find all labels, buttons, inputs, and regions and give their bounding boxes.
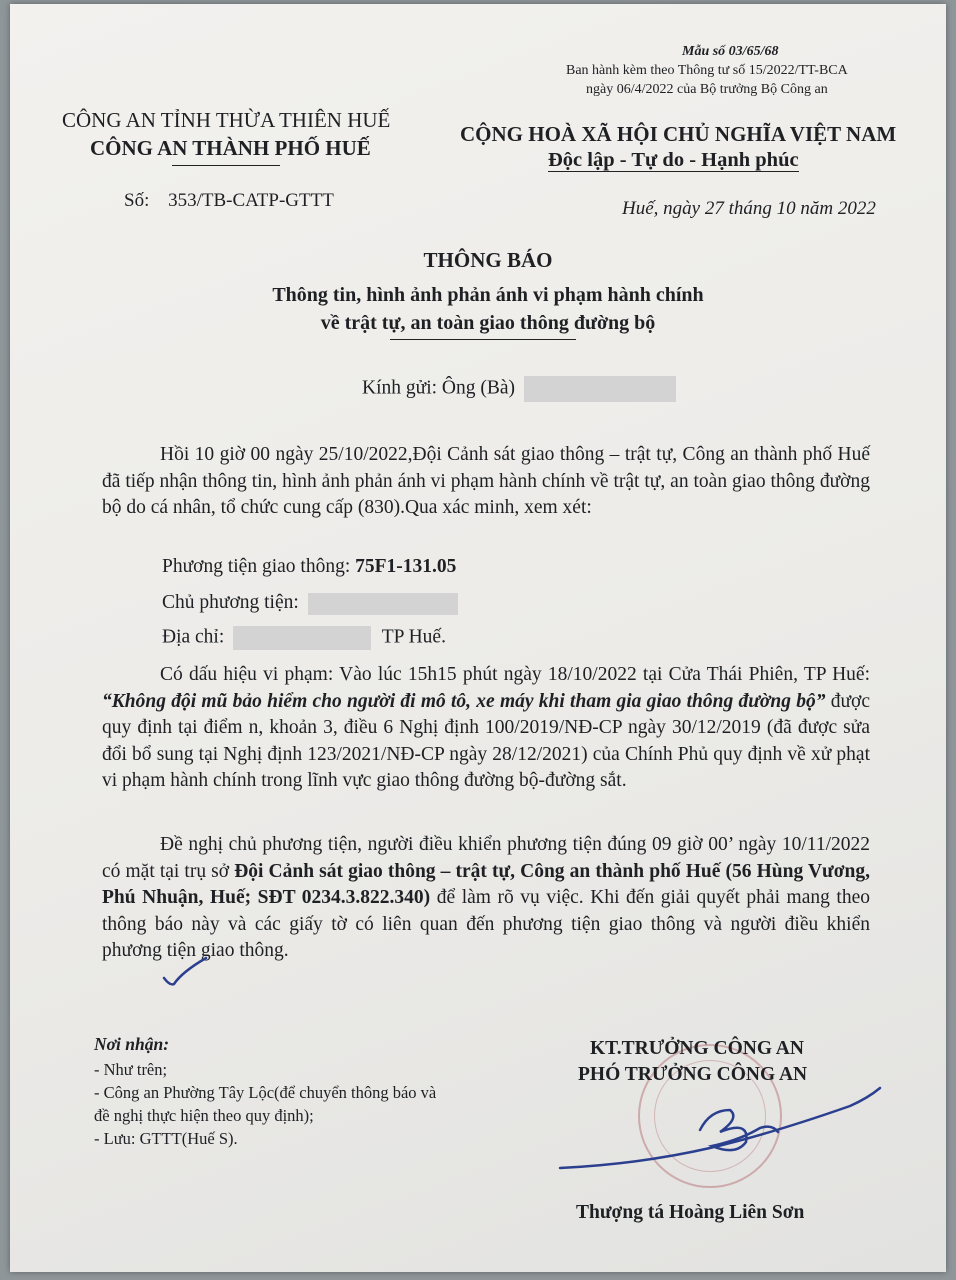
document-title: THÔNG BÁO: [423, 248, 553, 272]
intro-paragraph: Hồi 10 giờ 00 ngày 25/10/2022,Đội Cảnh sát giao thông – trật tự, Công an thành phố Huế đã tiếp nhận thông tin, hình ảnh phản ánh vi phạm hành chính về trật tự, an toàn giao thông đường bộ do cá nhân, tổ chức cung cấp (830).Qua xác minh, xem xét:: [102, 444, 870, 518]
recipient-item: đề nghị thực hiện theo quy định);: [94, 1106, 314, 1125]
handwritten-signature: [550, 1070, 890, 1190]
vehicle-line: [162, 556, 456, 578]
vehicle-plate: 75F1-131.05: [355, 556, 457, 577]
number-label: Số:: [124, 190, 150, 211]
document-number: [124, 190, 334, 212]
title-underline: [390, 339, 576, 340]
recipient-item: - Như trên;: [94, 1060, 168, 1079]
recipients-heading: Nơi nhận:: [94, 1034, 170, 1054]
agency-parent: CÔNG AN TỈNH THỪA THIÊN HUẾ: [62, 108, 391, 132]
violation-lead: Có dấu hiệu vi phạm: Vào lúc 15h15 phút ngày 18/10/2022 tại Cửa Thái Phiên, TP Huế:: [160, 664, 870, 685]
owner-label: Chủ phương tiện:: [162, 592, 299, 613]
document-subtitle-1: Thông tin, hình ảnh phản ánh vi phạm hành chính: [272, 284, 704, 306]
address-label: Địa chỉ:: [162, 626, 225, 648]
request-tail: để làm rõ vụ việc. Khi đến giải quyết phải mang theo thông báo này và các giấy tờ có liên quan đến phương tiện giao thông và người điều khiển phương tiện giao thông.: [102, 887, 870, 961]
notice-document: [10, 4, 946, 1272]
agency-underline: [172, 165, 280, 166]
request-lead: Đề nghị chủ phương tiện, người điều khiển phương tiện đúng 09 giờ 00’ ngày 10/11/2022 có mặt tại trụ sở: [102, 834, 870, 882]
document-subtitle-2: về trật tự, an toàn giao thông đường bộ: [320, 312, 656, 334]
redacted-address: [233, 626, 371, 650]
place-date: Huế, ngày 27 tháng 10 năm 2022: [622, 198, 876, 219]
address-city: TP Huế.: [381, 626, 446, 648]
agency-name: CÔNG AN THÀNH PHỐ HUẾ: [90, 136, 371, 160]
redacted-recipient: [524, 376, 676, 402]
recipient-item: - Lưu: GTTT(Huế S).: [94, 1129, 238, 1148]
violation-quote: “Không đội mũ bảo hiểm cho người đi mô tô, xe máy khi tham gia giao thông đường bộ”: [102, 690, 826, 712]
owner-line: [162, 592, 458, 615]
handwritten-check-mark: [160, 954, 210, 994]
violation-tail: được quy định tại điểm n, khoản 3, điều 6 Nghị định 100/2019/NĐ-CP ngày 30/12/2019 (đã được sửa đổi bổ sung tại Nghị định 123/2021/NĐ-CP ngày 28/12/2021) của Chính Phủ quy định về xử phạt vi phạm hành chính trong lĩnh vực giao thông đường bộ-đường sắt.: [102, 690, 871, 791]
vehicle-label: Phương tiện giao thông:: [162, 556, 351, 577]
recipient-label: Kính gửi: Ông (Bà): [362, 377, 516, 399]
form-date-line: ngày 06/4/2022 của Bộ trưởng Bộ Công an: [586, 82, 828, 97]
signer-name: Thượng tá Hoàng Liên Sơn: [576, 1202, 805, 1223]
form-number: Mẫu số 03/65/68: [682, 44, 779, 59]
number-value: 353/TB-CATP-GTTT: [168, 190, 334, 211]
address-line: [162, 626, 446, 650]
national-motto: Độc lập - Tự do - Hạnh phúc: [548, 149, 799, 171]
signature-title-1: KT.TRƯỞNG CÔNG AN: [590, 1038, 804, 1059]
request-place: Đội Cảnh sát giao thông – trật tự, Công an thành phố Huế (56 Hùng Vương, Phú Nhuận, Huế; SĐT 0234.3.822.340): [102, 860, 871, 908]
form-issued-with: Ban hành kèm theo Thông tư số 15/2022/TT-BCA: [566, 63, 848, 78]
request-paragraph: [102, 832, 870, 965]
nation-name: CỘNG HOÀ XÃ HỘI CHỦ NGHĨA VIỆT NAM: [460, 122, 897, 146]
redacted-owner: [308, 593, 458, 615]
signature-title-2: PHÓ TRƯỞNG CÔNG AN: [578, 1064, 808, 1085]
recipient-line: [362, 376, 676, 402]
recipient-item: - Công an Phường Tây Lộc(để chuyển thông báo và: [94, 1083, 437, 1102]
violation-paragraph: [102, 662, 870, 795]
